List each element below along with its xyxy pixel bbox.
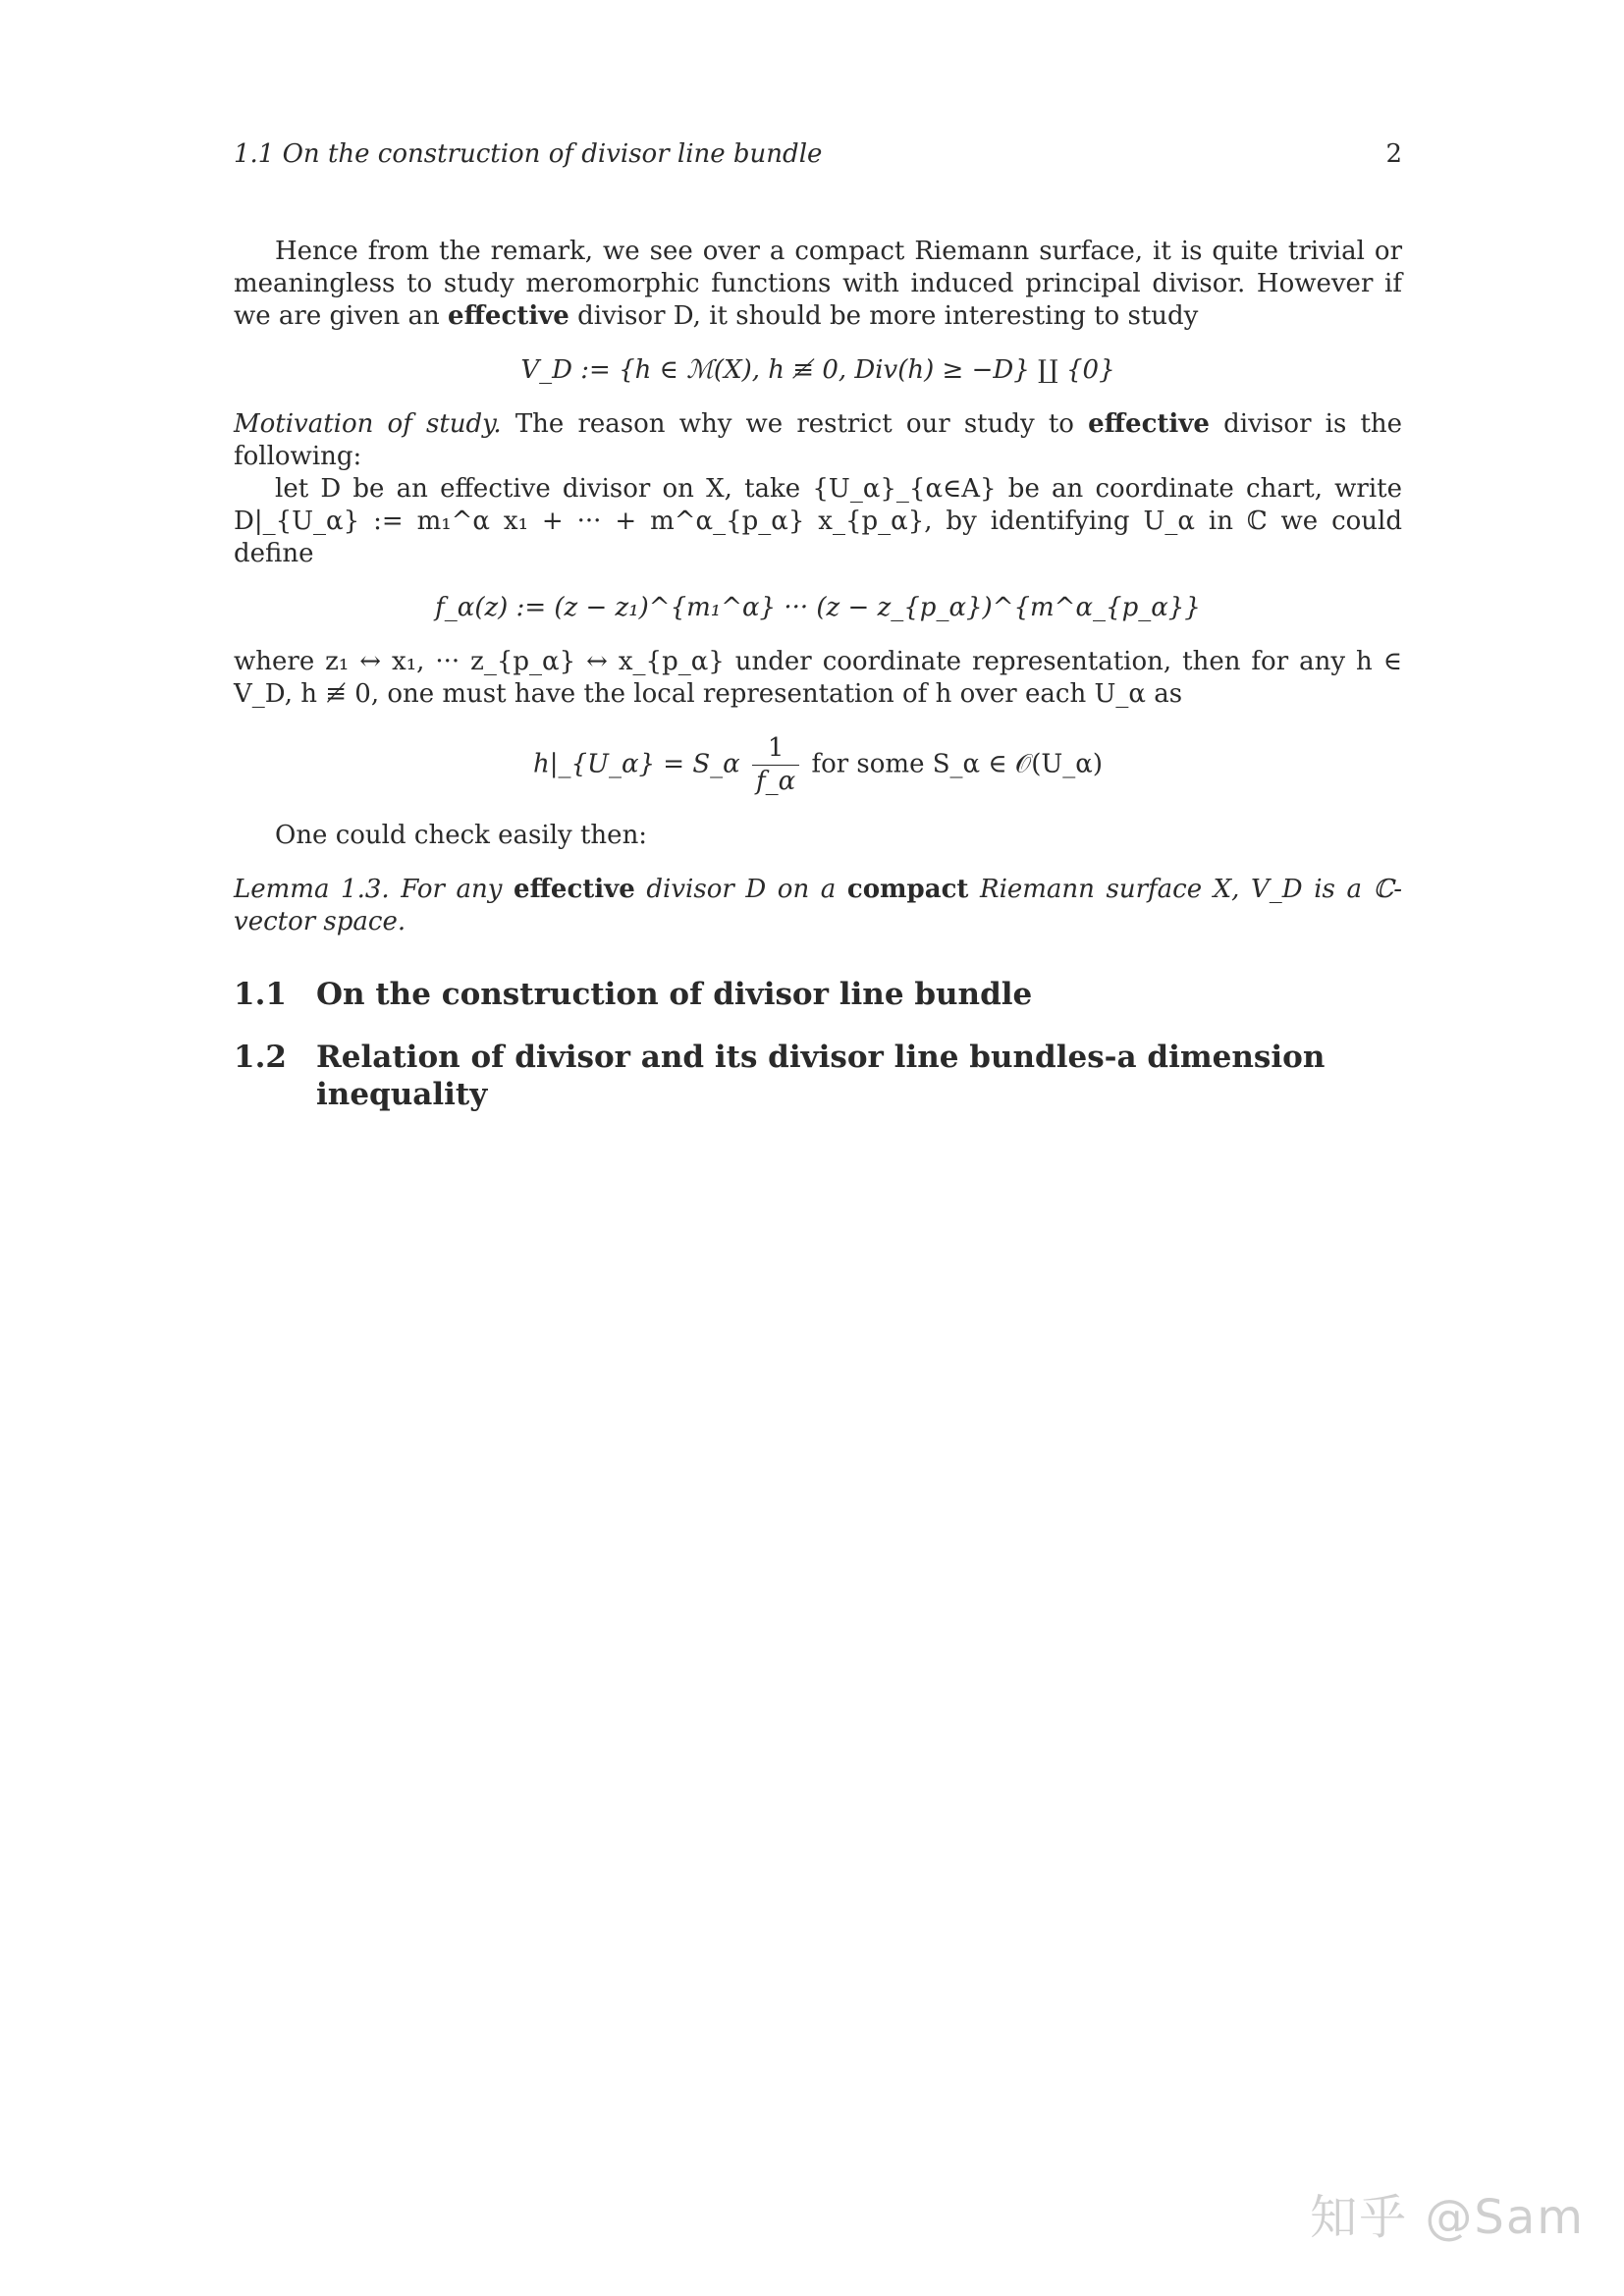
paragraph-4: One could check easily then:: [275, 821, 648, 850]
watermark: 知乎 @Sam: [1310, 2190, 1585, 2245]
section-heading-1-1: 1.1 On the construction of divisor line bundle: [234, 977, 1033, 1012]
paragraph-2: let D be an effective divisor on X, take {U_α}_{α∈A} be an coordinate chart, write D|_{U_α} := m₁^α x₁ + ··· + m^α_{p_α} x_{p_α}, by identifying U_α in ℂ we could define: [234, 474, 1402, 568]
equation-f-alpha: f_α(z) := (z − z₁)^{m₁^α} ··· (z − z_{p_α})^{m^α_{p_α}}: [435, 593, 1201, 622]
paragraph-1: Hence from the remark, we see over a compact Riemann surface, it is quite trivial or meaningless to study meromorphic functions with induced principal divisor. However if we are given an effective divisor D, it should be more interesting to study: [234, 237, 1402, 331]
equation-vd: V_D := {h ∈ ℳ(X), h ≢ 0, Div(h) ≥ −D} ∐ {0}: [520, 355, 1115, 385]
fraction: $\frac{1}{f\_\alpha}$: [752, 732, 799, 798]
bold-effective: effective: [448, 301, 569, 331]
header-section-ref: 1.1 On the construction of divisor line bundle: [234, 139, 823, 169]
page-content: [234, 236, 1402, 1113]
equation-h-local: h|_{U_α} = S_α $\frac{1}{f\_\alpha}$ for some S_α ∈ 𝒪(U_α): [532, 733, 1104, 796]
motivation-label: Motivation of study.: [234, 409, 502, 439]
lemma-label: Lemma 1.3.: [234, 875, 390, 904]
paragraph-3: where z₁ ↔ x₁, ··· z_{p_α} ↔ x_{p_α} under coordinate representation, then for any h ∈ V_D, h ≢ 0, one must have the local representation of h over each U_α as: [234, 647, 1402, 709]
running-header: [234, 139, 1402, 169]
page-number: 2: [1385, 139, 1402, 169]
motivation-paragraph: Motivation of study. The reason why we restrict our study to effective divisor is the following:: [234, 409, 1403, 471]
section-heading-1-2: 1.2 Relation of divisor and its divisor line bundles-a dimension inequality: [234, 1040, 1326, 1112]
lemma-1-3: Lemma 1.3. For any effective divisor D on a compact Riemann surface X, V_D is a ℂ-vector space.: [234, 875, 1403, 936]
